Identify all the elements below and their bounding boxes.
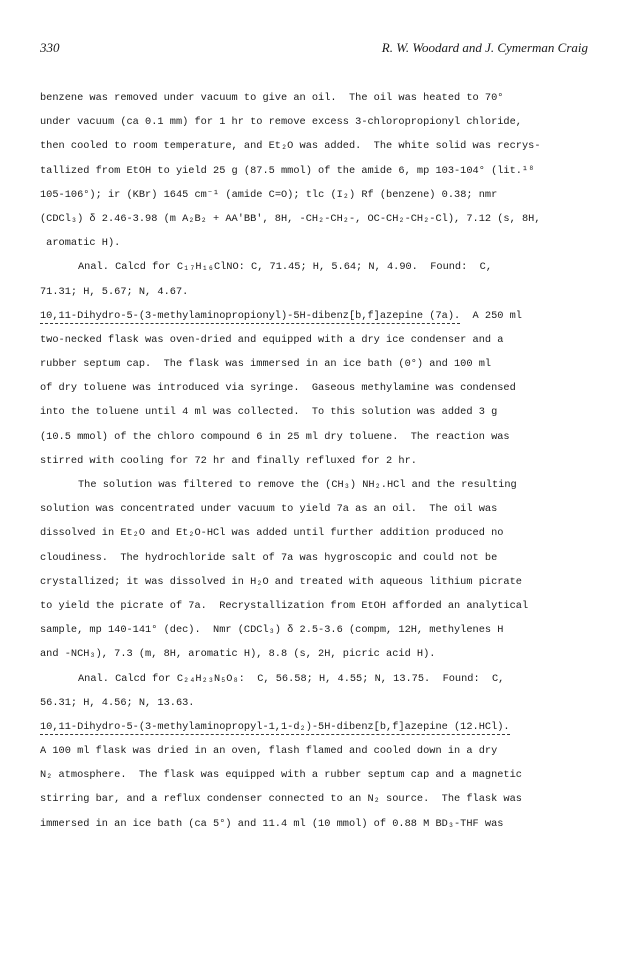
text-line <box>40 207 610 231</box>
text-line <box>40 159 610 183</box>
text-line <box>40 618 610 642</box>
text-line <box>40 352 610 376</box>
text-line <box>40 594 610 618</box>
text-line <box>40 449 610 473</box>
running-authors: R. W. Woodard and J. Cymerman Craig <box>381 40 588 55</box>
line-text: aromatic H). <box>40 237 121 250</box>
line-text: Anal. Calcd for C₁₇H₁₆ClNO: C, 71.45; H, 5.64; N, 4.90. Found: C, <box>78 261 493 274</box>
line-text: and -NCH₃), 7.3 (m, 8H, aromatic H), 8.8 (s, 2H, picric acid H). <box>40 648 436 661</box>
line-text: stirred with cooling for 72 hr and finally refluxed for 2 hr. <box>40 454 417 467</box>
line-text: crystallized; it was dissolved in H₂O and treated with aqueous lithium picrate <box>40 575 522 588</box>
text-line <box>40 763 610 787</box>
running-header <box>40 40 588 58</box>
line-text: immersed in an ice bath (ca 5°) and 11.4 ml (10 mmol) of 0.88 M BD₃-THF was <box>40 817 504 830</box>
line-text: then cooled to room temperature, and Et₂O was added. The white solid was recrys- <box>40 140 541 153</box>
line-text: rubber septum cap. The flask was immersed in an ice bath (0°) and 100 ml <box>40 358 492 371</box>
text-line <box>40 739 610 763</box>
line-text: to yield the picrate of 7a. Recrystallization from EtOH afforded an analytical <box>40 599 529 612</box>
text-line <box>40 497 610 521</box>
line-text: sample, mp 140-141° (dec). Nmr (CDCl₃) δ 2.5-3.6 (compm, 12H, methylenes H <box>40 624 504 637</box>
line-text: tallized from EtOH to yield 25 g (87.5 mmol) of the amide 6, mp 103-104° (lit.¹⁸ <box>40 164 535 177</box>
text-line <box>40 521 610 545</box>
line-text: N₂ atmosphere. The flask was equipped with a rubber septum cap and a magnetic <box>40 769 522 782</box>
line-text: under vacuum (ca 0.1 mm) for 1 hr to remove excess 3-chloropropionyl chloride, <box>40 116 522 129</box>
section-heading-line <box>40 715 610 739</box>
text-continuation: A 250 ml <box>460 309 522 322</box>
text-line <box>40 667 610 691</box>
text-line <box>40 546 610 570</box>
text-line <box>40 255 610 279</box>
line-text: two-necked flask was oven-dried and equipped with a dry ice condenser and a <box>40 333 504 346</box>
line-text: (CDCl₃) δ 2.46-3.98 (m A₂B₂ + AA'BB', 8H, -CH₂-CH₂-, OC-CH₂-CH₂-Cl), 7.12 (s, 8H, <box>40 212 541 225</box>
text-line <box>40 473 610 497</box>
line-text: dissolved in Et₂O and Et₂O-HCl was added until further addition produced no <box>40 527 504 540</box>
line-text: benzene was removed under vacuum to give an oil. The oil was heated to 70° <box>40 92 504 104</box>
line-text: 56.31; H, 4.56; N, 13.63. <box>40 696 195 709</box>
line-text: (10.5 mmol) of the chloro compound 6 in 25 ml dry toluene. The reaction was <box>40 430 510 443</box>
line-text: into the toluene until 4 ml was collected. To this solution was added 3 g <box>40 406 498 419</box>
text-line <box>40 376 610 400</box>
text-line <box>40 812 610 836</box>
line-text: cloudiness. The hydrochloride salt of 7a was hygroscopic and could not be <box>40 551 498 564</box>
line-text: Anal. Calcd for C₂₄H₂₃N₅O₈: C, 56.58; H, 4.55; N, 13.75. Found: C, <box>78 672 505 685</box>
line-text: The solution was filtered to remove the (CH₃) NH₂.HCl and the resulting <box>78 479 517 491</box>
text-line <box>40 425 610 449</box>
text-line <box>40 183 610 207</box>
text-line <box>40 231 610 255</box>
text-line <box>40 570 610 594</box>
text-line <box>40 400 610 424</box>
line-text: of dry toluene was introduced via syringe. Gaseous methylamine was condensed <box>40 382 516 395</box>
page-number: 330 <box>40 40 60 55</box>
text-line <box>40 691 610 715</box>
line-text: solution was concentrated under vacuum to yield 7a as an oil. The oil was <box>40 503 498 516</box>
text-line <box>40 280 610 304</box>
text-line <box>40 328 610 352</box>
line-text: 105-106°); ir (KBr) 1645 cm⁻¹ (amide C=O); tlc (I₂) Rf (benzene) 0.38; nmr <box>40 188 498 201</box>
section-heading-line <box>40 304 610 328</box>
line-text: stirring bar, and a reflux condenser connected to an N₂ source. The flask was <box>40 793 522 806</box>
text-line <box>40 86 610 110</box>
text-line <box>40 787 610 811</box>
text-line <box>40 134 610 158</box>
line-text: 71.31; H, 5.67; N, 4.67. <box>40 285 189 298</box>
text-line <box>40 110 610 134</box>
compound-title: 10,11-Dihydro-5-(3-methylaminopropionyl)-5H-dibenz[b,f]azepine (7a). <box>40 309 461 322</box>
line-text: A 100 ml flask was dried in an oven, flash flamed and cooled down in a dry <box>40 745 498 758</box>
text-line <box>40 642 610 666</box>
compound-title: 10,11-Dihydro-5-(3-methylaminopropyl-1,1-d₂)-5H-dibenz[b,f]azepine (12.HCl). <box>40 720 510 733</box>
body-text <box>40 86 610 836</box>
